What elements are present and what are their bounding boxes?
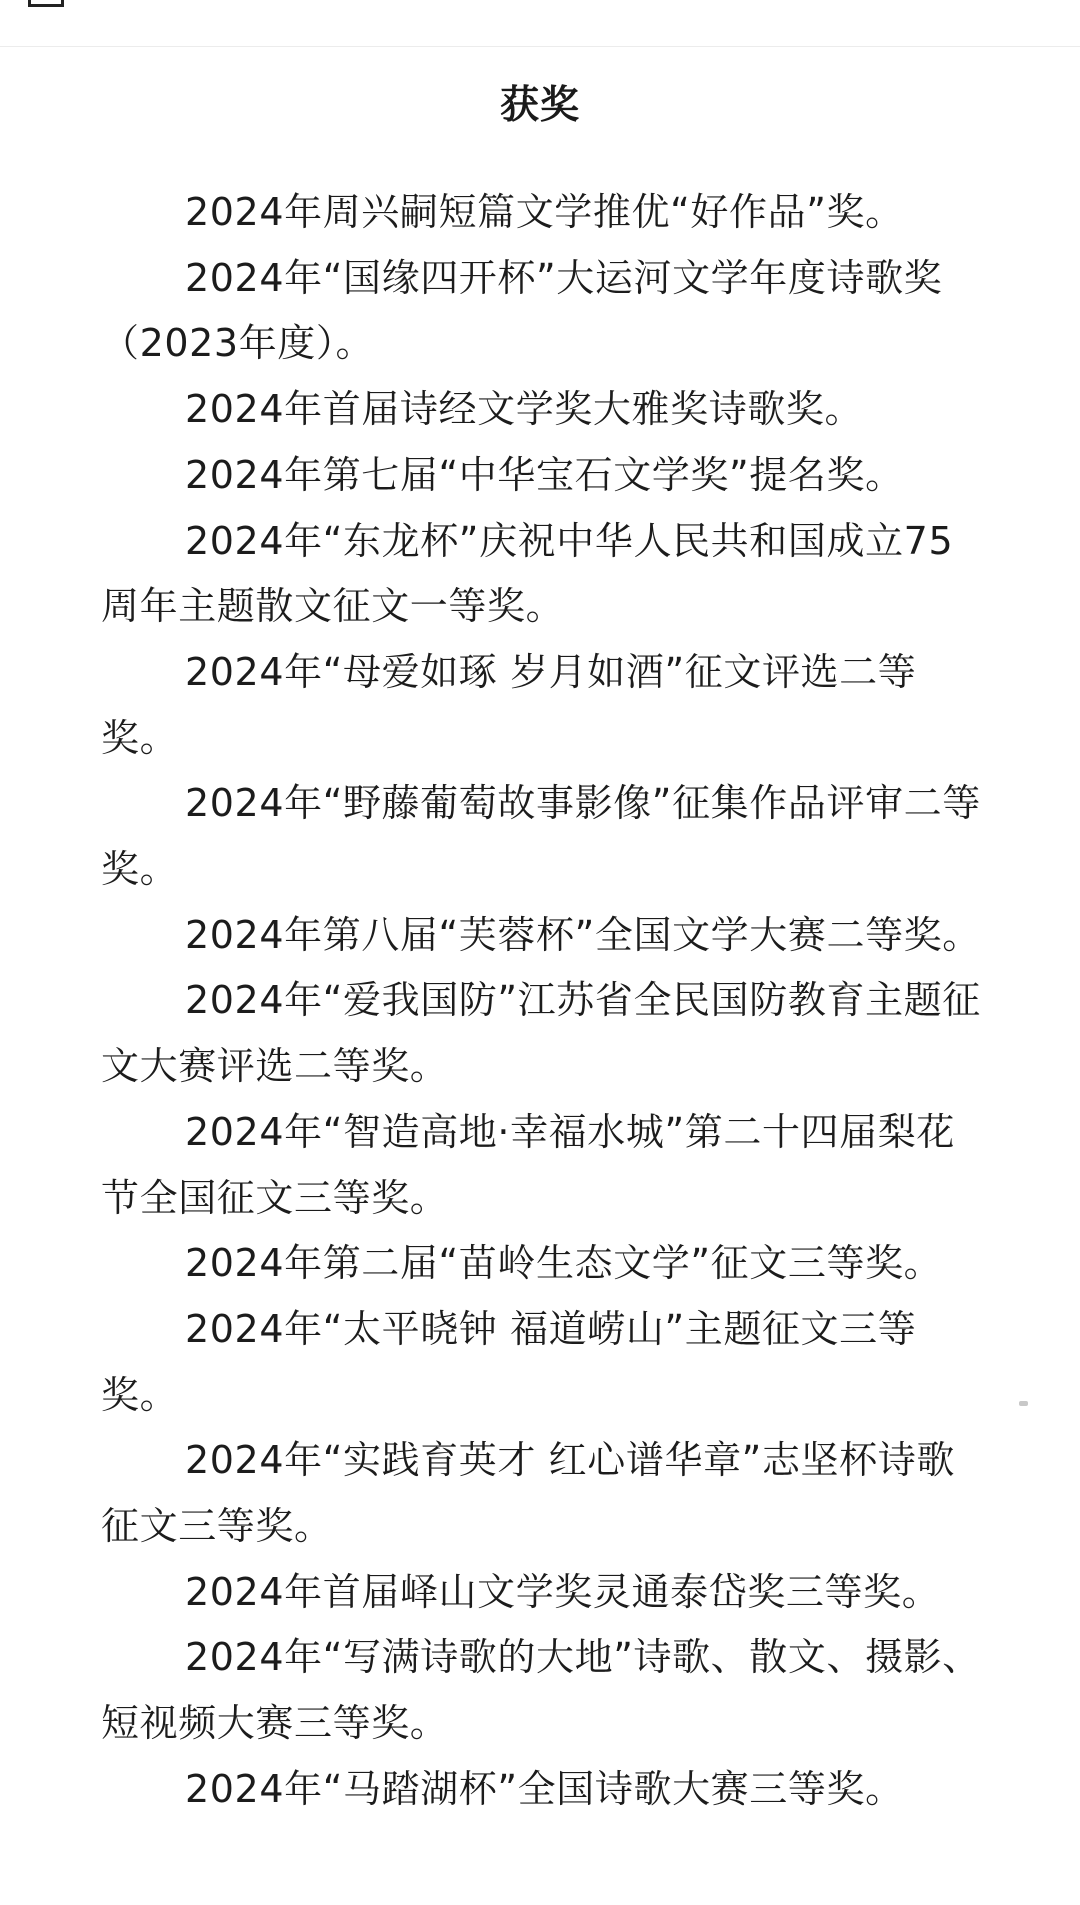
award-item: 2024年“爱我国防”江苏省全民国防教育主题征文大赛评选二等奖。 [101, 978, 981, 1089]
award-item: 2024年首届诗经文学奖大雅奖诗歌奖。 [185, 387, 864, 432]
award-item: 2024年第七届“中华宝石文学奖”提名奖。 [185, 452, 904, 497]
award-item: 2024年“野藤葡萄故事影像”征集作品评审二等奖。 [101, 781, 981, 892]
award-item: （2023年度）。 [101, 321, 375, 366]
award-item: 2024年第八届“芙蓉杯”全国文学大赛二等奖。 [185, 912, 981, 957]
top-bar [0, 0, 1080, 47]
award-item: 2024年“太平晓钟 福道崂山”主题征文三等奖。 [101, 1306, 917, 1417]
award-item: 2024年“国缘四开杯”大运河文学年度诗歌奖 [185, 255, 943, 300]
award-item: 2024年“写满诗歌的大地”诗歌、散文、摄影、短视频大赛三等奖。 [101, 1635, 981, 1746]
award-item: 2024年“智造高地·幸福水城”第二十四届梨花节全国征文三等奖。 [101, 1109, 955, 1220]
award-list [101, 180, 981, 1823]
award-item: 2024年“母爱如琢 岁月如酒”征文评选二等奖。 [101, 649, 917, 760]
award-item: 2024年“马踏湖杯”全国诗歌大赛三等奖。 [185, 1766, 904, 1811]
award-item: 2024年“实践育英才 红心谱华章”志坚杯诗歌征文三等奖。 [101, 1438, 955, 1549]
award-item: 2024年首届峄山文学奖灵通泰岱奖三等奖。 [185, 1569, 941, 1614]
award-item: 2024年第二届“苗岭生态文学”征文三等奖。 [185, 1241, 943, 1286]
scroll-indicator[interactable] [1019, 1401, 1028, 1406]
award-item: 2024年周兴嗣短篇文学推优“好作品”奖。 [185, 190, 904, 234]
back-icon[interactable] [28, 0, 64, 7]
award-item: 2024年“东龙杯”庆祝中华人民共和国成立75周年主题散文征文一等奖。 [101, 518, 954, 629]
page-title: 获奖 [499, 83, 580, 129]
